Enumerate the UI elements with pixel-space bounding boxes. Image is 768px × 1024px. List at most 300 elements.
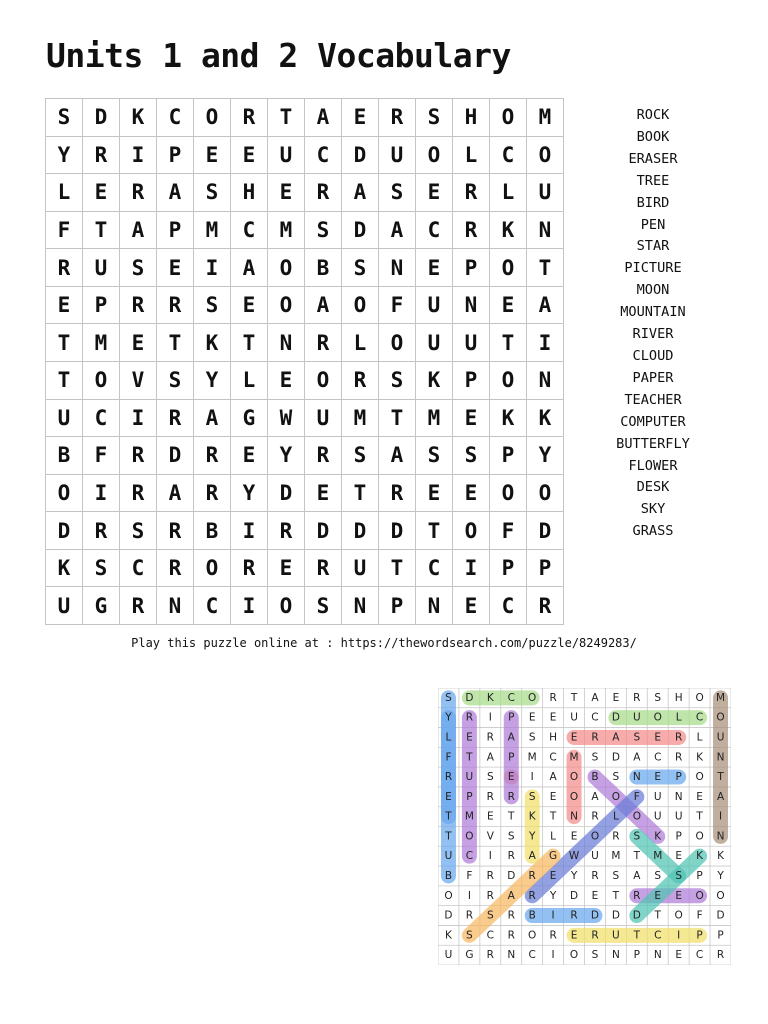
solution-cell: O (716, 711, 725, 724)
solution-cell: R (675, 731, 683, 744)
grid-cell: P (157, 212, 194, 250)
solution-cell: E (549, 790, 557, 803)
solution-cell: S (466, 929, 473, 942)
solution-cell: R (486, 731, 494, 744)
grid-cell: A (527, 287, 564, 325)
grid-cell: O (194, 99, 231, 137)
solution-cell: W (568, 850, 580, 863)
solution-cell: L (696, 731, 703, 744)
grid-cell: E (46, 287, 83, 325)
grid-cell: B (46, 437, 83, 475)
word-list-item: RIVER (632, 326, 674, 343)
solution-cell: E (696, 790, 703, 803)
solution-cell: A (633, 751, 641, 764)
grid-cell: R (231, 550, 268, 588)
grid-cell: K (527, 400, 564, 438)
grid-cell: O (416, 137, 453, 175)
grid-cell: T (527, 249, 564, 287)
grid-cell: U (379, 137, 416, 175)
grid-cell: T (490, 324, 527, 362)
solution-cell: C (654, 751, 662, 764)
grid-cell: T (83, 212, 120, 250)
solution-cell: O (695, 691, 704, 704)
solution-cell: A (633, 869, 641, 882)
grid-cell: E (342, 99, 379, 137)
solution-cell: L (675, 711, 682, 724)
solution-cell: U (653, 810, 662, 823)
grid-cell: Y (46, 137, 83, 175)
solution-cell: L (445, 731, 452, 744)
grid-cell: R (453, 212, 490, 250)
grid-cell: R (157, 512, 194, 550)
grid-cell: O (453, 512, 490, 550)
word-list-item: PICTURE (624, 260, 682, 277)
solution-cell: S (507, 830, 515, 843)
solution-cell: L (612, 810, 619, 823)
word-search-grid (45, 98, 564, 625)
solution-cell: F (445, 751, 452, 764)
solution-cell: I (551, 949, 555, 962)
solution-cell: S (591, 949, 599, 962)
solution-cell: N (611, 949, 620, 962)
grid-cell: S (453, 437, 490, 475)
solution-cell: S (612, 869, 620, 882)
word-list-item: TEACHER (624, 391, 682, 408)
grid-cell: S (120, 249, 157, 287)
grid-cell: K (490, 400, 527, 438)
solution-cell: Y (445, 711, 452, 724)
grid-cell: M (194, 212, 231, 250)
grid-cell: T (46, 324, 83, 362)
solution-cell: I (551, 909, 555, 922)
grid-cell: F (490, 512, 527, 550)
solution-cell: F (696, 909, 703, 922)
grid-cell: M (527, 99, 564, 137)
word-list-item: DESK (636, 479, 670, 496)
grid-cell: E (120, 324, 157, 362)
solution-cell: R (549, 691, 557, 704)
grid-cell: R (46, 249, 83, 287)
grid-cell: E (416, 249, 453, 287)
grid-cell: S (83, 550, 120, 588)
solution-cell: M (464, 810, 474, 823)
grid-cell: U (268, 137, 305, 175)
solution-cell: R (633, 691, 641, 704)
grid-cell: F (83, 437, 120, 475)
grid-cell: P (490, 550, 527, 588)
grid-cell: D (342, 212, 379, 250)
solution-cell: E (612, 691, 620, 704)
solution-cell: Y (528, 830, 536, 843)
solution-cell: P (508, 751, 515, 764)
grid-cell: R (120, 174, 157, 212)
grid-cell: A (379, 212, 416, 250)
grid-cell: R (157, 287, 194, 325)
solution-cell: R (675, 751, 683, 764)
grid-cell: A (342, 174, 379, 212)
solution-cell: P (696, 869, 703, 882)
solution-cell: K (654, 830, 662, 843)
solution-cell: D (507, 869, 516, 882)
solution-cell: D (569, 889, 579, 902)
solution-cell: C (528, 949, 536, 962)
solution-cell: U (632, 711, 641, 724)
grid-cell: B (194, 512, 231, 550)
grid-cell: O (490, 249, 527, 287)
solution-cell: I (488, 850, 492, 863)
solution-cell: U (591, 850, 599, 863)
grid-cell: C (490, 137, 527, 175)
grid-cell: K (490, 212, 527, 250)
solution-cell: T (570, 691, 578, 704)
solution-cell: C (549, 751, 557, 764)
solution-cell: P (675, 771, 682, 784)
grid-cell: C (83, 400, 120, 438)
word-list-item: ERASER (628, 150, 678, 167)
solution-cell: T (633, 929, 641, 942)
solution-cell: N (716, 751, 725, 764)
solution-cell: R (486, 869, 494, 882)
grid-cell: R (305, 550, 342, 588)
grid-cell: O (83, 362, 120, 400)
solution-cell: P (466, 790, 473, 803)
grid-cell: D (305, 512, 342, 550)
solution-cell: O (632, 810, 641, 823)
solution-cell: Y (717, 869, 724, 882)
solution-cell: P (633, 949, 640, 962)
solution-cell: N (570, 810, 578, 823)
solution-cell: A (486, 751, 494, 764)
solution-cell: S (445, 691, 452, 704)
solution-cell: P (508, 711, 515, 724)
word-list-item: TREE (636, 172, 670, 189)
solution-cell: O (611, 790, 621, 803)
solution-cell: M (569, 751, 579, 764)
grid-cell: C (305, 137, 342, 175)
solution-cell: D (611, 751, 620, 764)
grid-cell: C (416, 550, 453, 588)
grid-cell: G (231, 400, 268, 438)
solution-cell: C (486, 929, 494, 942)
solution-cell: S (486, 909, 494, 922)
grid-cell: E (268, 362, 305, 400)
solution-cell: T (654, 909, 661, 922)
solution-cell: D (444, 909, 453, 922)
grid-cell: C (416, 212, 453, 250)
solution-cell: R (528, 889, 536, 902)
solution-cell: T (633, 850, 641, 863)
grid-cell: E (453, 400, 490, 438)
grid-cell: R (379, 475, 416, 513)
grid-cell: E (268, 550, 305, 588)
solution-cell: B (591, 771, 599, 784)
grid-cell: R (305, 174, 342, 212)
solution-cell: T (549, 810, 557, 823)
solution-cell: C (507, 691, 515, 704)
solution-cell: E (654, 889, 662, 902)
grid-cell: R (194, 437, 231, 475)
solution-cell: K (696, 850, 704, 863)
grid-cell: A (305, 287, 342, 325)
grid-cell: E (416, 475, 453, 513)
grid-cell: S (46, 99, 83, 137)
grid-cell: S (120, 512, 157, 550)
solution-cell: T (508, 810, 515, 823)
grid-cell: R (231, 99, 268, 137)
grid-cell: T (46, 362, 83, 400)
grid-cell: O (527, 137, 564, 175)
solution-cell: G (549, 850, 558, 863)
solution-cell: F (633, 790, 640, 803)
solution-cell: P (717, 929, 724, 942)
solution-cell: U (444, 949, 453, 962)
solution-cell: R (549, 929, 557, 942)
grid-cell: I (453, 550, 490, 588)
solution-cell: R (612, 830, 620, 843)
solution-cell: O (569, 771, 579, 784)
solution-cell: D (716, 909, 725, 922)
solution-cell: U (444, 850, 453, 863)
solution-cell: E (570, 830, 578, 843)
solution-cell: T (612, 889, 620, 902)
grid-cell: U (83, 249, 120, 287)
grid-cell: S (305, 587, 342, 625)
solution-cell: O (653, 711, 662, 724)
grid-cell: S (305, 212, 342, 250)
solution-cell: S (591, 751, 599, 764)
grid-cell: S (342, 437, 379, 475)
solution-cell: E (591, 889, 599, 902)
solution-cell: C (695, 711, 704, 724)
grid-cell: E (231, 437, 268, 475)
grid-cell: C (231, 212, 268, 250)
solution-cell: B (528, 909, 536, 922)
word-list-item: COMPUTER (620, 413, 686, 430)
solution-cell: A (591, 790, 599, 803)
grid-cell: O (268, 249, 305, 287)
grid-cell: O (490, 99, 527, 137)
grid-cell: K (416, 362, 453, 400)
solution-cell: R (507, 850, 515, 863)
grid-cell: E (453, 475, 490, 513)
solution-cell: R (507, 929, 515, 942)
grid-cell: O (194, 550, 231, 588)
solution-cell: Y (570, 869, 578, 882)
word-list-item: STAR (636, 238, 670, 255)
grid-cell: R (120, 287, 157, 325)
solution-cell: R (486, 790, 494, 803)
solution-cell: R (465, 711, 474, 724)
grid-cell: T (416, 512, 453, 550)
solution-cell: S (486, 771, 494, 784)
grid-cell: L (490, 174, 527, 212)
grid-cell: Y (194, 362, 231, 400)
solution-cell: H (549, 731, 558, 744)
solution-cell: A (549, 771, 557, 784)
solution-cell: I (488, 711, 492, 724)
solution-cell: S (633, 830, 641, 843)
grid-cell: K (46, 550, 83, 588)
grid-cell: A (157, 174, 194, 212)
solution-cell: E (507, 771, 515, 784)
grid-cell: N (453, 287, 490, 325)
grid-cell: R (83, 512, 120, 550)
solution-cell: A (716, 790, 725, 803)
solution-cell: T (445, 810, 452, 823)
grid-cell: E (231, 137, 268, 175)
solution-cell: R (633, 889, 641, 902)
grid-cell: S (342, 249, 379, 287)
grid-cell: U (305, 400, 342, 438)
grid-cell: O (342, 287, 379, 325)
solution-cell: K (486, 691, 494, 704)
grid-cell: D (268, 475, 305, 513)
grid-cell: N (342, 587, 379, 625)
solution-cell: D (590, 909, 600, 922)
grid-cell: T (268, 99, 305, 137)
grid-cell: S (379, 174, 416, 212)
solution-thumbnail (438, 688, 731, 965)
solution-cell: R (591, 869, 599, 882)
solution-cell: N (716, 830, 725, 843)
grid-cell: R (157, 550, 194, 588)
solution-cell: O (528, 691, 537, 704)
grid-cell: R (120, 587, 157, 625)
solution-cell: R (716, 949, 725, 962)
solution-cell: O (528, 929, 537, 942)
grid-cell: C (194, 587, 231, 625)
grid-cell: Y (527, 437, 564, 475)
word-list-item: MOUNTAIN (620, 304, 686, 321)
grid-cell: U (527, 174, 564, 212)
solution-cell: I (530, 771, 534, 784)
grid-cell: I (231, 587, 268, 625)
grid-cell: P (157, 137, 194, 175)
word-list-item: CLOUD (632, 347, 674, 364)
grid-cell: D (527, 512, 564, 550)
grid-cell: N (157, 587, 194, 625)
solution-cell: E (445, 790, 452, 803)
grid-cell: M (342, 400, 379, 438)
solution-cell: E (549, 869, 557, 882)
grid-cell: K (194, 324, 231, 362)
solution-cell: A (507, 889, 515, 902)
solution-cell: E (654, 731, 662, 744)
solution-cell: E (675, 850, 682, 863)
solution-cell: C (695, 949, 704, 962)
solution-cell: T (717, 771, 724, 784)
solution-cell: C (465, 850, 474, 863)
grid-cell: T (231, 324, 268, 362)
solution-cell: H (674, 691, 683, 704)
grid-cell: E (305, 475, 342, 513)
solution-cell: R (570, 909, 578, 922)
solution-cell: N (507, 949, 516, 962)
grid-cell: P (453, 249, 490, 287)
solution-cell: E (570, 731, 578, 744)
word-list-item: SKY (640, 501, 666, 518)
grid-cell: T (157, 324, 194, 362)
grid-cell: V (120, 362, 157, 400)
grid-cell: E (416, 174, 453, 212)
grid-cell: A (379, 437, 416, 475)
grid-cell: T (342, 475, 379, 513)
solution-cell: E (528, 711, 536, 724)
solution-cell: O (695, 830, 704, 843)
solution-cell: D (465, 691, 474, 704)
grid-cell: P (83, 287, 120, 325)
solution-cell: N (674, 790, 683, 803)
grid-cell: L (453, 137, 490, 175)
solution-cell: O (695, 889, 704, 902)
grid-cell: S (194, 174, 231, 212)
grid-cell: C (157, 99, 194, 137)
solution-cell: S (528, 731, 536, 744)
grid-cell: N (527, 212, 564, 250)
solution-cell: U (674, 810, 683, 823)
grid-cell: S (194, 287, 231, 325)
word-list (598, 105, 708, 543)
solution-cell: O (590, 830, 600, 843)
solution-cell: T (445, 830, 452, 843)
grid-cell: A (231, 249, 268, 287)
grid-cell: D (342, 137, 379, 175)
solution-cell: O (569, 790, 579, 803)
solution-cell: R (444, 771, 453, 784)
grid-cell: D (46, 512, 83, 550)
grid-cell: A (305, 99, 342, 137)
solution-cell: D (611, 711, 620, 724)
grid-cell: N (379, 249, 416, 287)
grid-cell: O (490, 362, 527, 400)
solution-cell: U (465, 771, 474, 784)
grid-cell: A (120, 212, 157, 250)
solution-cell: M (611, 850, 621, 863)
grid-cell: I (120, 137, 157, 175)
grid-cell: B (305, 249, 342, 287)
solution-cell: S (675, 869, 683, 882)
grid-cell: H (231, 174, 268, 212)
solution-cell: P (696, 929, 703, 942)
solution-cell: E (466, 731, 473, 744)
grid-cell: U (46, 587, 83, 625)
grid-cell: U (453, 324, 490, 362)
solution-cell: A (507, 731, 515, 744)
solution-cell: F (466, 869, 473, 882)
solution-cell: R (507, 790, 515, 803)
word-list-item: PAPER (632, 369, 674, 386)
solution-cell: L (550, 830, 557, 843)
solution-cell: T (466, 751, 473, 764)
solution-cell: D (632, 909, 641, 922)
grid-cell: L (342, 324, 379, 362)
grid-cell: R (194, 475, 231, 513)
grid-cell: L (231, 362, 268, 400)
solution-cell: K (445, 929, 452, 942)
solution-cell: A (591, 691, 599, 704)
grid-cell: E (83, 174, 120, 212)
grid-cell: U (46, 400, 83, 438)
word-list-item: BUTTERFLY (616, 435, 690, 452)
grid-cell: O (379, 324, 416, 362)
solution-cell: D (611, 909, 620, 922)
grid-cell: S (157, 362, 194, 400)
solution-cell: R (591, 810, 599, 823)
grid-cell: P (453, 362, 490, 400)
solution-cell: R (486, 889, 494, 902)
grid-cell: F (46, 212, 83, 250)
grid-cell: P (527, 550, 564, 588)
